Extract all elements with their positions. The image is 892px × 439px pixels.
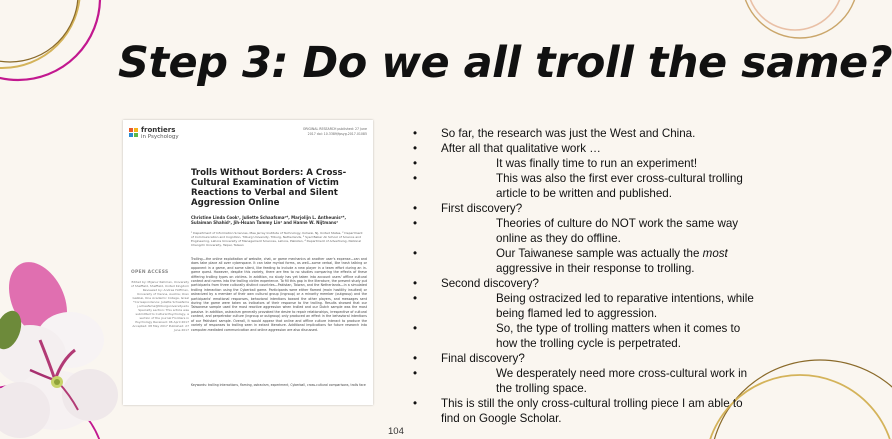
bullet-text-part: Our Taiwanese sample was actually the [496, 247, 703, 260]
bullet-dot: • [413, 397, 418, 410]
gold-arc [0, 0, 80, 68]
bullet-text: First discovery? [441, 202, 523, 215]
bullet-item [413, 246, 758, 276]
bullet-item [413, 156, 758, 171]
bullet-text-part: aggressive in their response to trolling. [496, 262, 695, 275]
frontiers-logo-icon [129, 128, 139, 138]
bullet-item [413, 216, 758, 246]
bullet-dot: • [413, 157, 418, 170]
bullet-text [413, 246, 758, 276]
bullet-item [413, 291, 758, 321]
bullet-text: This was also the first ever cross-cultural trolling article to be written and published. [496, 172, 743, 200]
bullet-dot: • [413, 277, 418, 290]
bullet-dot: • [413, 322, 418, 335]
bullet-text: This is still the only cross-cultural trolling piece I am able to find on Google Scholar. [441, 397, 743, 425]
paper-authors: Christine Linda Cook¹, Juliette Schaafsma²*, Marjolijn L. Antheunis²*, Sulaiman Shahid³, Jih-Hsuan Tammy Lin⁴ and Hanne W. Nijtmans² [191, 215, 346, 225]
bullet-item [413, 366, 758, 396]
bullet-text: So far, the research was just the West and China. [441, 127, 696, 140]
bullet-list [413, 126, 758, 426]
magenta-arc [0, 0, 100, 80]
paper-thumbnail [123, 120, 373, 405]
bullet-item [413, 351, 758, 366]
brown-arc [0, 0, 78, 62]
paper-keywords: Keywords: trolling interactions, flaming, ostracism, experiment, Cyberball, cross-cultural comparisons, trolls face [191, 383, 366, 387]
tan-arc [742, 0, 858, 38]
bullet-text: We desperately need more cross-cultural work in the trolling space. [496, 367, 748, 395]
bullet-dot: • [413, 142, 418, 155]
bullet-emphasis: most [702, 247, 728, 260]
bullet-dot: • [413, 202, 418, 215]
bullet-dot: • [413, 247, 418, 260]
bullet-item [413, 126, 758, 141]
bullet-text: Final discovery? [441, 352, 525, 365]
bullet-text: It was finally time to run an experiment! [496, 157, 698, 170]
flower-icon [0, 253, 118, 438]
bullet-item [413, 141, 758, 156]
bullet-dot: • [413, 217, 418, 230]
paper-sidebar: Edited by: Mijanur Rahman, University of Sheffield, Sheffield, United Kingdom Reviewed by: Andrea Hoffman, University of Vienna, Austria; Oren Gabbai, One Academic College, Israel *Correspondence: Juliette Schaafsma j.schaafsma@tilburguniversity.edu Specialty section: This article was submitted to Cultural Psychology, a section of the journal Frontiers in Psychology Received: 06 April 2017 Accepted: 08 May 2017 Published: 27 June 2017 [131, 280, 190, 332]
bullet-item [413, 276, 758, 291]
bullet-dot: • [413, 352, 418, 365]
bullet-item [413, 321, 758, 351]
peach-arc [747, 0, 843, 30]
bullet-dot: • [413, 292, 418, 305]
slide-title: Step 3: Do we all troll the same? [118, 38, 892, 88]
bullet-text: Second discovery? [441, 277, 539, 290]
bullet-text: So, the type of trolling matters when it comes to how the trolling cycle is perpetrated. [496, 322, 741, 350]
journal-name: frontiers [141, 126, 176, 134]
journal-subtitle: in Psychology [141, 134, 179, 140]
bullet-item [413, 171, 758, 201]
bullet-text: Theories of culture do NOT work the same way online as they do offline. [496, 217, 739, 245]
bullet-item [413, 201, 758, 216]
open-access-label: OPEN ACCESS [131, 270, 169, 275]
bullet-dot: • [413, 172, 418, 185]
bullet-item [413, 396, 758, 426]
paper-affiliations: ¹ Department of Information Sciences, Mae Jerray Institute of Technology, Kohwai, NJ, United States, ² Department of Communication and Cognition, Tilburg University, Tilburg, Netherlands, ³ Syed Babar Ali School of Science and Engineering, Lahore University of Management Sciences, Lahore, Pakistan, ⁴ Department of Advertising, National Chengchi University, Taipei, Taiwan [191, 231, 363, 247]
paper-abstract: Trolling—the online exploitation of website, chat, or game mechanics at another user's expense—can and does take place all over cyberspace. It can take myriad forms, as well—some verbal, like trash talking or opponent in a game, and some silent, like feeding to include a new player in a team effort during an in-game quest. However, despite this variety, there are few to no studies comparing the effects of these differing trolling types on victims. In addition, no study has yet taken into account users' offline cultural context and norms into the trolling victim experience. To fill this gap in the literature, the present study put participants from three culturally distinct countries—Pakistan, Taiwan, and the Netherlands—in a simulated trolling interaction using the Cyberball game. Participants were either flamed (main hostility insulted) or ostracized by a member of their own cultural group (ingroup) or a minority member (outgroup) and the participants' emotional responses, behavioral intentions toward the other players, and messages sent during the game were taken as indicators of their response to the trolling. Results showed that our Taiwanese sample used the most reactive aggression when trolled and our Dutch sample was the most passive. In addition, ostracism generally provoked the desire to repair relationships, irrespective of cultural context, and perpetrator culture (ingroup or outgroup) only produced an effect in the behavioral intentions of our Pakistani sample. Overall, it would appear that online and offline culture interact to produce the variety of responses to trolling seen in extant literature. Additional implications for future research into computer-mediated communication and online aggression are also discussed. [191, 257, 367, 332]
bullet-dot: • [413, 127, 418, 140]
bullet-text: Being ostracized led to reparative intentions, while being flamed led to aggression. [496, 292, 754, 320]
bullet-dot: • [413, 367, 418, 380]
paper-meta: ORIGINAL RESEARCH published: 27 June 2017 doi: 10.3389/fpsyg.2017.01085 [302, 127, 367, 136]
page-number: 104 [388, 426, 404, 437]
paper-title: Trolls Without Borders: A Cross-Cultural Examination of Victim Reactions to Verbal and Silent Aggression Online [191, 168, 347, 208]
bullet-text: After all that qualitative work … [441, 142, 601, 155]
